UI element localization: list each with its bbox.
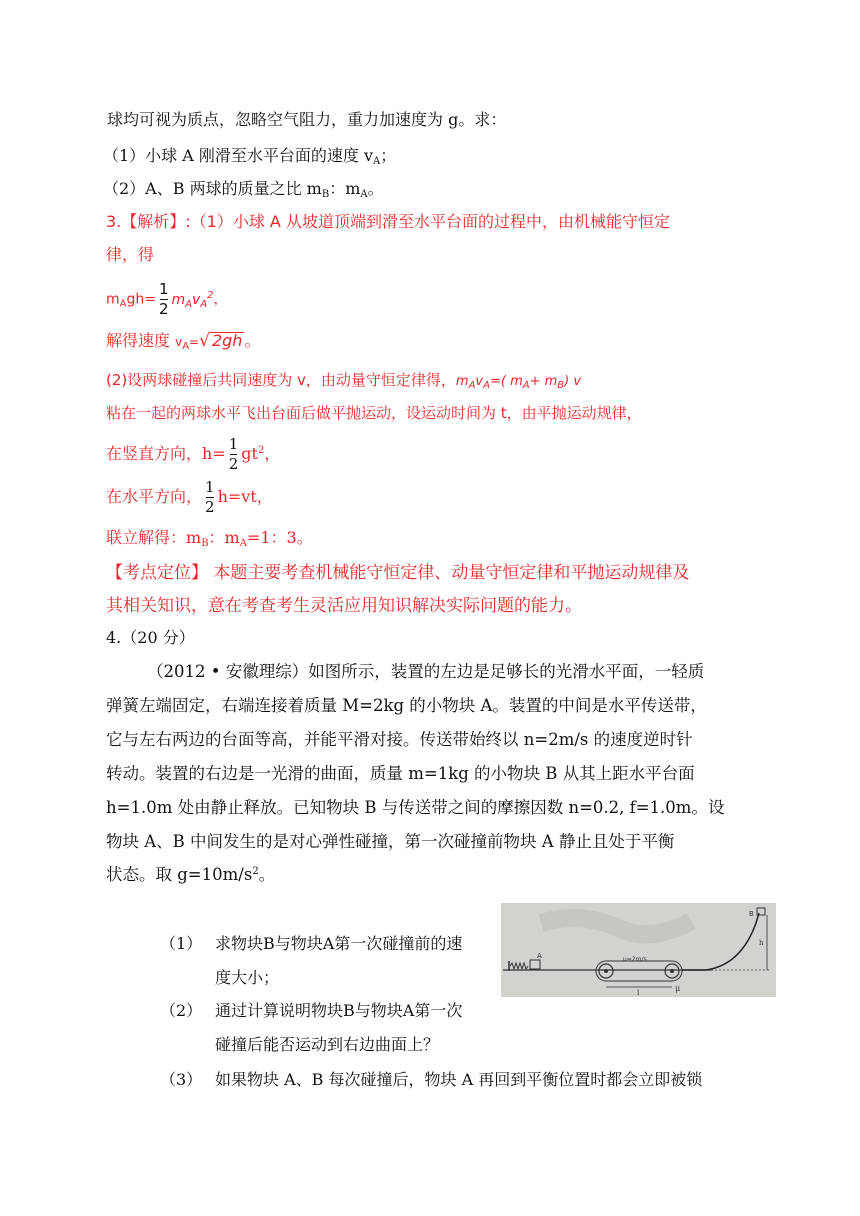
subscript: A — [373, 156, 381, 167]
eq-text: 联立解得：m — [106, 528, 202, 547]
subscript: A — [200, 298, 208, 310]
problem-line-7 — [106, 867, 275, 884]
problem-line-1: （2012 • 安徽理综）如图所示，装置的左边是足够长的光滑水平面，一轻质 — [147, 662, 705, 681]
ratio-colon: ：m — [329, 179, 361, 198]
question-2 — [103, 181, 384, 200]
sub-question-3-num: （3） — [160, 1070, 203, 1089]
punct: 。 — [258, 865, 276, 884]
subscript: B — [557, 380, 565, 391]
subscript: A — [119, 298, 127, 310]
numerator: 1 — [205, 478, 215, 496]
punct: ， — [264, 444, 281, 463]
subscript: A — [182, 341, 190, 352]
key-point-line-1: 【考点定位】 本题主要考查机械能守恒定律、动量守恒定律和平抛运动规律及 — [106, 563, 690, 583]
problem-line-5: h=1.0m 处由静止释放。已知物块 B 与传送带之间的摩擦因数 n=0.2, f=1.0m。设 — [106, 798, 725, 817]
eq-term: h=vt， — [217, 487, 273, 506]
eq-text: 在竖直方向，h= — [106, 444, 226, 463]
punct: ； — [380, 146, 397, 165]
eq-term: m — [455, 374, 469, 389]
sub-question-1-line-1: 求物块B与物块A第一次碰撞前的速 — [215, 934, 463, 953]
denominator: 2 — [158, 300, 169, 318]
belt-speed-label: u=2m/s — [623, 956, 647, 963]
denominator: 2 — [205, 498, 215, 516]
sub-question-2-line-1: 通过计算说明物块B与物块A第一次 — [215, 1001, 463, 1020]
solution-part-2 — [106, 373, 581, 391]
solution-result — [106, 530, 313, 549]
superscript: 2 — [252, 866, 259, 877]
equation-vertical — [106, 435, 280, 474]
subscript: A — [239, 538, 247, 549]
subscript: B — [201, 538, 209, 549]
sub-question-3-line-1: 如果物块 A、B 每次碰撞后，物块 A 再回到平衡位置时都会立即被锁 — [215, 1070, 703, 1089]
fraction-half — [229, 435, 239, 474]
subscript: A — [185, 298, 193, 310]
eq-text: 状态。取 g=10m/s — [106, 865, 253, 884]
equation-velocity: 解得速度 $v_A=√$ 2gh 。 — [106, 331, 261, 352]
sub-question-2-line-2: 碰撞后能否运动到右边曲面上？ — [215, 1035, 440, 1054]
sub-question-2-num: （2） — [160, 1001, 203, 1020]
subscript: A — [360, 189, 368, 200]
denominator: 2 — [228, 455, 239, 473]
eq-term: v — [175, 335, 183, 349]
solution-heading: 3.【解析】:（1）小球 A 从坡道顶端到滑至水平台面的过程中，由机械能守恒定 — [106, 212, 670, 231]
equation-horizontal — [106, 478, 273, 517]
eq-term: + m — [529, 374, 558, 389]
eq-term: gh= — [126, 291, 156, 308]
label-h: h — [759, 939, 764, 947]
question-1 — [103, 148, 396, 167]
eq-term: v — [475, 374, 484, 389]
label-b: B — [749, 910, 754, 918]
question-2-text: （2）A、B 两球的质量之比 m — [103, 179, 322, 198]
eq-term: v — [192, 291, 201, 308]
eq-text: (2)设两球碰撞后共同速度为 v，由动量守恒定律得， — [106, 371, 456, 389]
equation-energy — [106, 280, 228, 319]
superscript: 2 — [207, 289, 214, 301]
problem-line-2: 弹簧左端固定，右端连接着质量 M=2kg 的小物块 A。装置的中间是水平传送带， — [106, 696, 707, 715]
subscript: B — [321, 189, 330, 200]
eq-term: = — [189, 335, 200, 349]
eq-text: 在水平方向， — [106, 487, 203, 506]
eq-text: 解得速度 — [106, 331, 176, 350]
punct: 。 — [367, 179, 384, 198]
problem-line-4: 转动。装置的右边是一光滑的曲面，质量 m=1kg 的小物块 B 从其上距水平台面 — [106, 764, 695, 783]
numerator: 1 — [158, 280, 169, 298]
subscript: A — [483, 380, 490, 391]
fraction-half — [205, 478, 215, 517]
label-l: l — [637, 989, 640, 997]
punct: ， — [213, 291, 228, 308]
subscript: A — [522, 380, 530, 391]
solution-heading-cont: 律，得 — [106, 245, 155, 264]
punct: 。 — [244, 331, 261, 350]
radicand: 2gh — [211, 331, 243, 350]
eq-term: gt — [241, 444, 258, 463]
sub-question-1-num: （1） — [160, 934, 203, 953]
key-point-line-2: 其相关知识，意在考查考生灵活应用知识解决实际问题的能力。 — [106, 596, 582, 616]
eq-term: =( m — [489, 374, 523, 389]
apparatus-figure — [501, 903, 776, 997]
question-4-header: 4.（20 分） — [106, 628, 195, 647]
text-line-1: 球均可视为质点，忽略空气阻力，重力加速度为 g。求： — [107, 110, 507, 129]
problem-line-3: 它与左右两边的台面等高，并能平滑对接。传送带始终以 n=2m/s 的速度逆时针 — [106, 730, 693, 749]
subscript: A — [468, 380, 476, 391]
numerator: 1 — [228, 435, 239, 453]
question-1-text: （1）小球 A 刚滑至水平台面的速度 v — [103, 146, 374, 165]
eq-term: ) v — [564, 374, 582, 389]
sub-question-1-line-2: 度大小； — [215, 968, 280, 987]
superscript: 2 — [257, 445, 265, 456]
problem-line-6: 物块 A、B 中间发生的是对心弹性碰撞，第一次碰撞前物块 A 静止且处于平衡 — [106, 832, 675, 851]
eq-term: m — [171, 291, 186, 308]
ratio-colon: ：m — [208, 528, 240, 547]
label-mu: μ — [675, 984, 681, 993]
label-a: A — [537, 952, 542, 960]
eq-term: m — [106, 291, 120, 308]
solution-projectile: 粘在一起的两球水平飞出台面后做平抛运动，设运动时间为 t，由平抛运动规律， — [106, 404, 642, 422]
eq-term: =1：3。 — [246, 528, 313, 547]
fraction-half — [159, 280, 169, 319]
